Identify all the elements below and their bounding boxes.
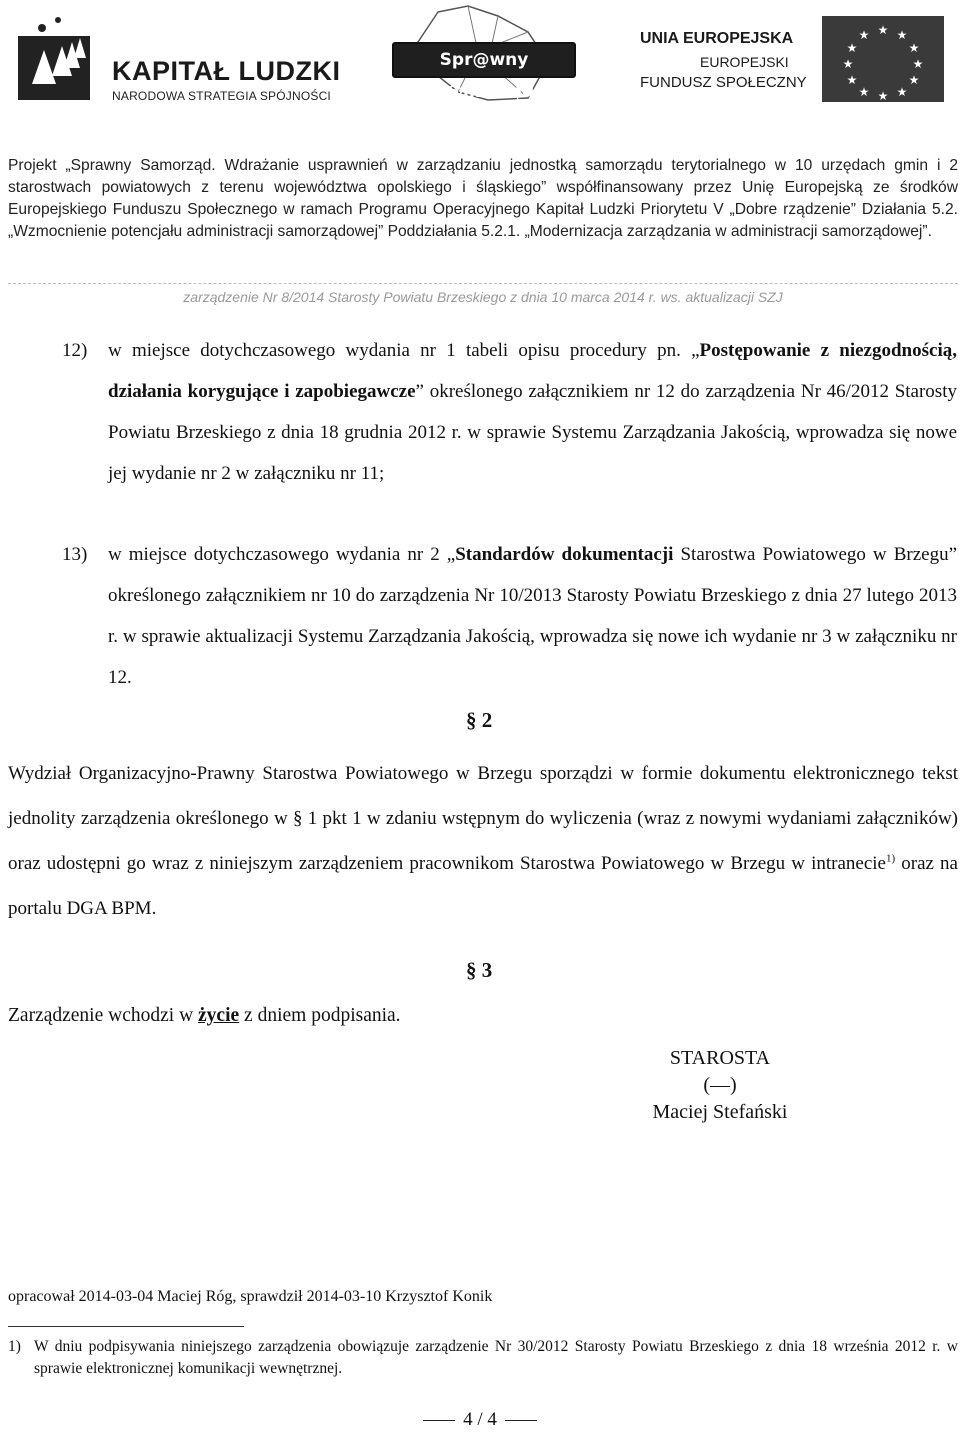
document-standards-name: Standardów dokumentacji (455, 544, 674, 565)
list-item-13 (62, 534, 957, 698)
svg-text:★: ★ (908, 41, 920, 55)
item-number: 13) (62, 544, 88, 565)
procedure-name: Postępowanie z niezgodnością, działania korygujące i zapobiegawcze (108, 340, 957, 402)
kapital-ludzki-title: KAPITAŁ LUDZKI (112, 56, 341, 86)
svg-text:★: ★ (877, 89, 889, 102)
svg-text:★: ★ (912, 57, 924, 71)
page-number: 4 / 4 (0, 1409, 960, 1431)
item-text: w miejsce dotychczasowego wydania nr 2 „Standardów dokumentacji Starostwa Powiatowego w Brzegu” określonego załącznikiem nr 10 do zarządzenia Nr 10/2013 Starosty Powiatu Brzeskiego z dnia 27 lutego 2013 r. w sprawie aktualizacji Systemu Zarządzania Jakością, wprowadza się nowe ich wydanie nr 3 w załączniku nr 12. (108, 544, 957, 688)
footnote-reference: 1) (886, 852, 896, 865)
page-dash-left (423, 1420, 455, 1421)
document-reference-line: zarządzenie Nr 8/2014 Starosty Powiatu Brzeskiego z dnia 10 marca 2014 r. ws. aktualizacji SZJ (183, 289, 783, 305)
svg-text:★: ★ (896, 85, 908, 99)
eu-line-3: FUNDUSZ SPOŁECZNY (640, 74, 807, 91)
section-2-text: Wydział Organizacyjno-Prawny Starostwa Powiatowego w Brzegu sporządzi w formie dokumentu elektronicznego tekst jednolity zarządzenia określonego w § 1 pkt 1 w zdaniu wstępnym do wyliczenia (wraz z nowymi wydaniami załączników) oraz udostępni go wraz z niniejszym zarządzeniem pracownikom Starostwa Powiatowego w Brzegu w intranecie$^{1)}$ oraz na portalu DGA BPM. (8, 763, 958, 919)
kapital-ludzki-subtitle: NARODOWA STRATEGIA SPÓJNOŚCI (112, 89, 331, 103)
footnote (8, 1336, 958, 1380)
signature-block (600, 1045, 840, 1126)
eu-flag-icon (822, 16, 944, 102)
section-3-heading: § 3 (466, 958, 493, 982)
kapital-ludzki-logo (12, 6, 342, 106)
page-dash-right (505, 1420, 537, 1421)
svg-text:★: ★ (846, 73, 858, 87)
header-divider (8, 283, 958, 284)
svg-text:★: ★ (877, 23, 889, 37)
svg-text:★: ★ (896, 28, 908, 42)
eu-line-1: UNIA EUROPEJSKA (640, 30, 794, 47)
sprawny-samorzad-label: Spr@wny S@morząd (392, 42, 576, 78)
svg-text:★: ★ (858, 85, 870, 99)
footnote-text: W dniu podpisywania niniejszego zarządzenia obowiązuje zarządzenie Nr 30/2012 Starosty Powiatu Brzeskiego z dnia 18 września 2012 r. w sprawie elektronicznej komunikacji wewnętrznej. (34, 1338, 958, 1377)
item-number: 12) (62, 340, 88, 361)
header-logos (0, 0, 960, 110)
svg-text:★: ★ (858, 28, 870, 42)
signatory-name: Maciej Stefański (652, 1101, 788, 1123)
emphasized-word: życie (198, 1005, 240, 1026)
svg-text:★: ★ (842, 57, 854, 71)
svg-text:★: ★ (908, 73, 920, 87)
footnote-number: 1) (8, 1338, 21, 1355)
svg-text:★: ★ (846, 41, 858, 55)
kapital-ludzki-emblem-icon (12, 6, 102, 106)
signature-mark: (—) (703, 1074, 737, 1096)
signature-title: STAROSTA (669, 1047, 771, 1069)
prepared-by-line: opracował 2014-03-04 Maciej Róg, sprawdził 2014-03-10 Krzysztof Konik (8, 1288, 493, 1305)
item-text: w miejsce dotychczasowego wydania nr 1 tabeli opisu procedury pn. „Postępowanie z niezgodnością, działania korygujące i zapobiegawcze” określonego załącznikiem nr 12 do zarządzenia Nr 46/2012 Starosty Powiatu Brzeskiego z dnia 18 grudnia 2012 r. w sprawie Systemu Zarządzania Jakością, wprowadza się nowe jej wydanie nr 2 w załączniku nr 11; (108, 340, 957, 484)
footnote-divider (8, 1326, 244, 1327)
list-item-12 (62, 330, 957, 494)
section-2-heading: § 2 (466, 708, 493, 732)
section-3-text: Zarządzenie wchodzi w życie z dniem podpisania. (8, 1005, 401, 1026)
project-description: Projekt „Sprawny Samorząd. Wdrażanie usprawnień w zarządzaniu jednostką samorządu terytorialnego w 10 urzędach gmin i 2 starostwach powiatowych z terenu województwa opolskiego i śląskiego” współfinansowany przez Unię Europejską ze środków Europejskiego Funduszu Społecznego w ramach Programu Operacyjnego Kapitał Ludzki Priorytetu V „Dobre rządzenie” Działania 5.2. „Wzmocnienie potencjału administracji samorządowej” Poddziałania 5.2.1. „Modernizacja zarządzania w administracji samorządowej”. (8, 157, 958, 240)
eu-line-2: EUROPEJSKI (700, 54, 789, 70)
